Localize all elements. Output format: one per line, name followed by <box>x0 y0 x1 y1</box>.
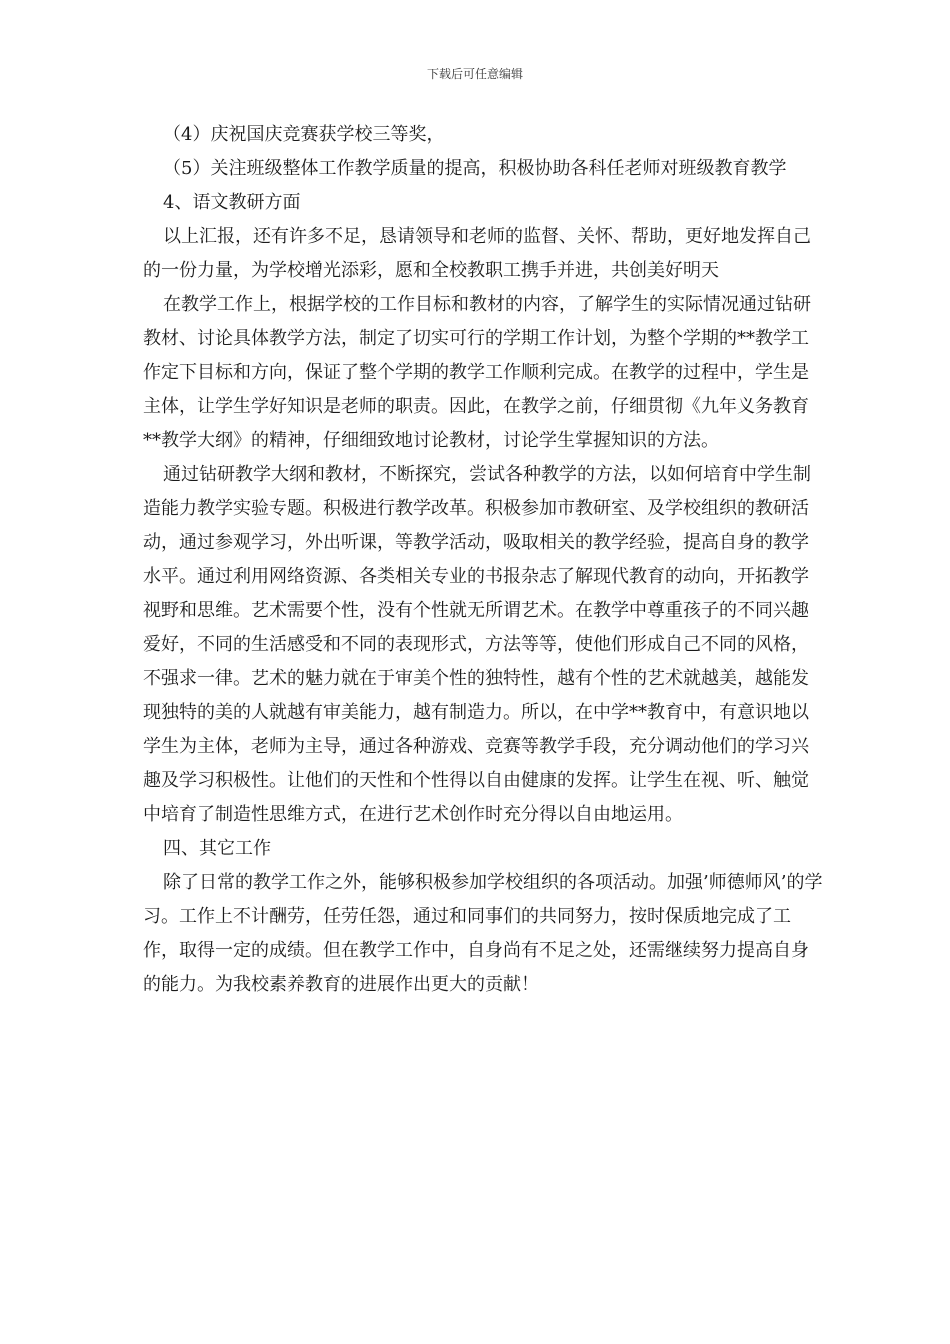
paragraph-award: （4）庆祝国庆竞赛获学校三等奖， <box>163 124 445 145</box>
paragraph-other-work: 除了日常的教学工作之外，能够积极参加学校组织的各项活动。加强’师德师风’的学习。工作上不计酬劳，任劳任怨，通过和同事们的共同努力，按时保质地完成了工作，取得一定的成绩。但在教学工作中，自身尚有不足之处，还需继续努力提高自身的能力。为我校素养教育的进展作出更大的贡献！ <box>143 872 823 995</box>
document-body <box>143 118 823 1002</box>
paragraph-class-quality: （5）关注班级整体工作教学质量的提高，积极协助各科任老师对班级教育教学 <box>163 158 787 179</box>
paragraph-teaching-work: 在教学工作上，根据学校的工作目标和教材的内容，了解学生的实际情况通过钻研教材、讨论具体教学方法，制定了切实可行的学期工作计划，为整个学期的**教学工作定下目标和方向，保证了整个学期的教学工作顺利完成。在教学的过程中，学生是主体，让学生学好知识是老师的职责。因此，在教学之前，仔细贯彻《九年义务教育**教学大纲》的精神，仔细细致地讨论教材，讨论学生掌握知识的方法。 <box>143 294 811 451</box>
section-heading-chinese-research: 4、语文教研方面 <box>163 192 301 213</box>
header-note: 下载后可任意编辑 <box>426 67 523 81</box>
section-heading-other-work: 四、其它工作 <box>163 838 271 859</box>
paragraph-teaching-research: 通过钻研教学大纲和教材，不断探究，尝试各种教学的方法，以如何培育中学生制造能力教学实验专题。积极进行教学改革。积极参加市教研室、及学校组织的教研活动，通过参观学习，外出听课，等教学活动，吸取相关的教学经验，提高自身的教学水平。通过利用网络资源、各类相关专业的书报杂志了解现代教育的动向，开拓教学视野和思维。艺术需要个性，没有个性就无所谓艺术。在教学中尊重孩子的不同兴趣爱好，不同的生活感受和不同的表现形式，方法等等，使他们形成自己不同的风格，不强求一律。艺术的魅力就在于审美个性的独特性，越有个性的艺术就越美，越能发现独特的美的人就越有审美能力，越有制造力。所以，在中学**教育中，有意识地以学生为主体，老师为主导，通过各种游戏、竞赛等教学手段，充分调动他们的学习兴趣及学习积极性。让他们的天性和个性得以自由健康的发挥。让学生在视、听、触觉中培育了制造性思维方式，在进行艺术创作时充分得以自由地运用。 <box>143 464 811 825</box>
paragraph-summary: 以上汇报，还有许多不足，恳请领导和老师的监督、关怀、帮助，更好地发挥自己的一份力量，为学校增光添彩，愿和全校教职工携手并进，共创美好明天 <box>143 226 811 281</box>
